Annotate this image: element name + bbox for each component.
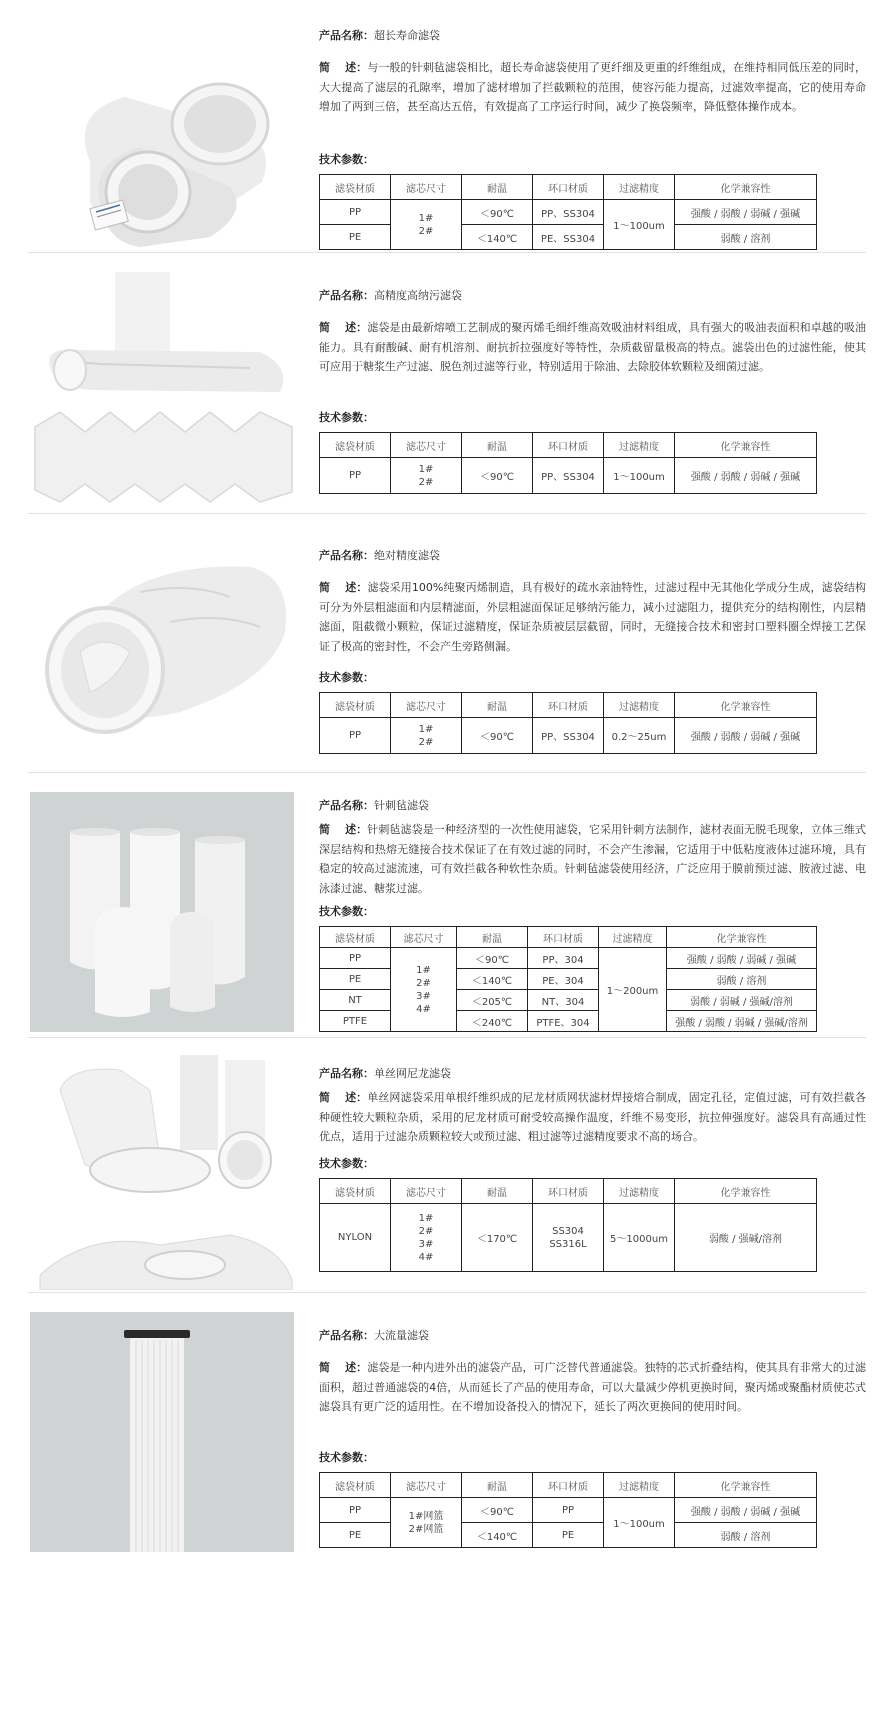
header-precision: 过滤精度	[604, 1473, 675, 1498]
cell-ring: PE、304	[528, 969, 599, 990]
header-chem: 化学兼容性	[675, 693, 817, 718]
header-precision: 过滤精度	[604, 433, 675, 458]
size-value: 1#	[418, 212, 434, 224]
header-chem: 化学兼容性	[667, 927, 817, 948]
product-name	[319, 548, 866, 564]
cell-chem: 弱酸 / 溶剂	[675, 1523, 817, 1548]
header-chem: 化学兼容性	[675, 1473, 817, 1498]
header-precision: 过滤精度	[604, 693, 675, 718]
name-label: 产品名称：	[319, 549, 374, 562]
cell-size	[391, 1204, 462, 1272]
size-value: 3#	[418, 1238, 434, 1250]
cell-temp: ＜240℃	[457, 1011, 528, 1032]
product-info	[319, 1066, 866, 1272]
cell-size	[391, 948, 457, 1032]
desc-label: 简 述：	[319, 1361, 368, 1374]
desc-text: 滤袋是由最新熔喷工艺制成的聚丙烯毛细纤维高效吸油材料组成，具有强大的吸油表面积和卓越的吸油能力。具有耐酸碱、耐有机溶剂、耐抗折拉强度好等特性，杂质截留量极高的特点。滤袋出色的过滤性能，使其可应用于糖浆生产过滤、脱色剂过滤等行业，特别适用于除油、去除胶体软颗粒及细菌过滤。	[319, 321, 866, 373]
product-info	[319, 548, 866, 754]
header-temp: 耐温	[462, 175, 533, 200]
product-info	[319, 288, 866, 494]
product-description	[319, 1088, 866, 1146]
size-value: 1#	[418, 463, 434, 475]
cell-temp: ＜140℃	[462, 225, 533, 250]
header-temp: 耐温	[462, 693, 533, 718]
cell-temp: ＜140℃	[462, 1523, 533, 1548]
cell-chem: 强酸 / 弱酸 / 弱碱 / 强碱	[675, 1498, 817, 1523]
cell-size	[391, 200, 462, 250]
product-image-needle-felt-bag	[30, 792, 294, 1032]
cell-material: PP	[320, 458, 391, 494]
divider	[28, 1037, 866, 1038]
product-image-nylon-mesh-bag	[30, 1050, 294, 1290]
product-image-meltblown-bag	[30, 272, 294, 507]
header-ring: 环口材质	[533, 1179, 604, 1204]
product-name-value: 绝对精度滤袋	[374, 549, 440, 562]
params-title: 技术参数：	[319, 1451, 374, 1464]
name-label: 产品名称：	[319, 289, 374, 302]
desc-label: 简 述：	[319, 1091, 368, 1104]
header-precision: 过滤精度	[604, 175, 675, 200]
cell-ring: PP	[533, 1498, 604, 1523]
size-value: 3#	[416, 990, 431, 1002]
size-value: 1#网篮	[408, 1510, 444, 1522]
header-chem: 化学兼容性	[675, 433, 817, 458]
spec-table	[319, 692, 817, 754]
cell-material: PE	[320, 969, 391, 990]
header-size: 滤芯尺寸	[391, 927, 457, 948]
header-size: 滤芯尺寸	[391, 693, 462, 718]
size-value: 2#	[418, 476, 434, 488]
cell-material: PE	[320, 1523, 391, 1548]
desc-text: 针刺毡滤袋是一种经济型的一次性使用滤袋，它采用针刺方法制作，滤材表面无脱毛现象，立体三维式深层结构和热熔无缝接合技术保证了在有效过滤的同时，不会产生渗漏，它适用于中低粘度液体过滤环境，具有稳定的较高过滤流速，可有效拦截各种软性杂质。针刺毡滤袋使用经济，广泛应用于膜前预过滤、胺液过滤、电泳漆过滤、糖浆过滤。	[319, 823, 866, 895]
cell-size	[391, 458, 462, 494]
cell-material: PP	[320, 948, 391, 969]
header-material: 滤袋材质	[320, 1179, 391, 1204]
product-name-value: 单丝网尼龙滤袋	[374, 1067, 451, 1080]
cell-ring: PP、SS304	[533, 458, 604, 494]
size-value: 1#	[418, 723, 434, 735]
cell-precision: 1～100um	[604, 200, 675, 250]
name-label: 产品名称：	[319, 1067, 374, 1080]
product-description	[319, 318, 866, 396]
cell-chem: 强酸 / 弱酸 / 弱碱 / 强碱	[675, 200, 817, 225]
header-size: 滤芯尺寸	[391, 175, 462, 200]
size-value: 2#	[418, 225, 434, 237]
cell-precision: 0.2～25um	[604, 718, 675, 754]
cell-material: PP	[320, 200, 391, 225]
header-material: 滤袋材质	[320, 927, 391, 948]
product-image-absolute-bag	[30, 552, 294, 752]
header-size: 滤芯尺寸	[391, 433, 462, 458]
params-title: 技术参数：	[319, 1157, 374, 1170]
header-precision: 过滤精度	[599, 927, 667, 948]
product-name	[319, 798, 866, 814]
cell-material: PP	[320, 1498, 391, 1523]
cell-ring: PP、SS304	[533, 200, 604, 225]
product-description	[319, 820, 866, 898]
spec-table	[319, 1178, 817, 1272]
header-size: 滤芯尺寸	[391, 1179, 462, 1204]
product-image-filter-bag	[30, 52, 294, 252]
cell-precision: 5～1000um	[604, 1204, 675, 1272]
cell-precision: 1～100um	[604, 1498, 675, 1548]
params-title: 技术参数：	[319, 671, 374, 684]
header-material: 滤袋材质	[320, 693, 391, 718]
product-name	[319, 288, 866, 304]
cell-chem: 弱酸 / 溶剂	[675, 225, 817, 250]
cell-ring: PTFE、304	[528, 1011, 599, 1032]
header-ring: 环口材质	[533, 433, 604, 458]
header-material: 滤袋材质	[320, 175, 391, 200]
cell-material: PE	[320, 225, 391, 250]
header-temp: 耐温	[457, 927, 528, 948]
cell-precision: 1～100um	[604, 458, 675, 494]
product-card	[28, 272, 866, 512]
size-value: 1#	[416, 964, 431, 976]
header-material: 滤袋材质	[320, 1473, 391, 1498]
product-image-high-flow-bag	[30, 1312, 294, 1552]
product-info	[319, 1328, 866, 1548]
size-value: 4#	[418, 1251, 434, 1263]
cell-ring: PE、SS304	[533, 225, 604, 250]
divider	[28, 513, 866, 514]
params-title: 技术参数：	[319, 153, 374, 166]
cell-material: NYLON	[320, 1204, 391, 1272]
cell-temp: ＜90℃	[457, 948, 528, 969]
product-name	[319, 1066, 866, 1082]
cell-chem: 强酸 / 弱酸 / 弱碱 / 强碱	[675, 458, 817, 494]
product-card	[28, 1050, 866, 1290]
cell-material: PTFE	[320, 1011, 391, 1032]
size-value: 2#	[418, 1225, 434, 1237]
cell-temp: ＜170℃	[462, 1204, 533, 1272]
desc-label: 简 述：	[319, 321, 368, 334]
product-description	[319, 58, 866, 136]
header-ring: 环口材质	[533, 175, 604, 200]
name-label: 产品名称：	[319, 1329, 374, 1342]
header-ring: 环口材质	[533, 693, 604, 718]
divider	[28, 1292, 866, 1293]
size-value: 1#	[418, 1212, 434, 1224]
cell-material: PP	[320, 718, 391, 754]
cell-temp: ＜90℃	[462, 458, 533, 494]
header-chem: 化学兼容性	[675, 1179, 817, 1204]
size-value: 2#	[416, 977, 431, 989]
desc-text: 滤袋是一种内进外出的滤袋产品，可广泛替代普通滤袋。独特的芯式折叠结构，使其具有非常大的过滤面积，超过普通滤袋的4倍，从而延长了产品的使用寿命，可以大量减少停机更换时间，聚丙烯或聚酯材质使芯式滤袋具有更广泛的适用性。在不增加设备投入的情况下，延长了两次更换间的使用时间。	[319, 1361, 866, 1413]
desc-text: 单丝网滤袋采用单根纤维织成的尼龙材质网状滤材焊接熔合制成，固定孔径，定值过滤，可有效拦截各种硬性较大颗粒杂质，采用的尼龙材质可耐受较高操作温度，纤维不易变形，抗拉伸强度好。滤袋具有高通过性优点，适用于过滤杂质颗粒较大或预过滤、粗过滤等过滤精度要求不高的场合。	[319, 1091, 866, 1143]
name-label: 产品名称：	[319, 799, 374, 812]
cell-chem: 弱酸 / 弱碱 / 强碱/溶剂	[667, 990, 817, 1011]
cell-chem: 强酸 / 弱酸 / 弱碱 / 强碱	[675, 718, 817, 754]
params-title: 技术参数：	[319, 411, 374, 424]
cell-material: NT	[320, 990, 391, 1011]
product-card	[28, 532, 866, 772]
cell-temp: ＜90℃	[462, 718, 533, 754]
product-card	[28, 792, 866, 1037]
desc-text: 滤袋采用100%纯聚丙烯制造，具有极好的疏水亲油特性，过滤过程中无其他化学成分生成，滤袋结构可分为外层粗滤面和内层精滤面，外层粗滤面保证足够纳污能力，减小过滤阻力，提供充分的结构刚性，内层精滤面，阻截微小颗粒，保证过滤精度，保证杂质被层层截留，同时，无缝接合技术和密封口塑料圈全焊接工艺保证了极高的密封性，不会产生旁路侧漏。	[319, 581, 866, 653]
size-value: 4#	[416, 1003, 431, 1015]
product-description	[319, 578, 866, 656]
ring-value: SS316L	[549, 1238, 587, 1250]
cell-ring	[533, 1204, 604, 1272]
header-temp: 耐温	[462, 1179, 533, 1204]
product-info	[319, 798, 866, 1032]
divider	[28, 772, 866, 773]
cell-ring: PP、304	[528, 948, 599, 969]
product-name-value: 针刺毡滤袋	[374, 799, 429, 812]
cell-chem: 强酸 / 弱酸 / 弱碱 / 强碱	[667, 948, 817, 969]
cell-size	[391, 718, 462, 754]
header-temp: 耐温	[462, 433, 533, 458]
cell-chem: 强酸 / 弱酸 / 弱碱 / 强碱/溶剂	[667, 1011, 817, 1032]
product-card	[28, 1312, 866, 1557]
name-label: 产品名称：	[319, 29, 374, 42]
cell-temp: ＜140℃	[457, 969, 528, 990]
cell-size	[391, 1498, 462, 1548]
header-ring: 环口材质	[528, 927, 599, 948]
product-name	[319, 28, 866, 44]
header-size: 滤芯尺寸	[391, 1473, 462, 1498]
product-name-value: 超长寿命滤袋	[374, 29, 440, 42]
header-chem: 化学兼容性	[675, 175, 817, 200]
cell-chem: 弱酸 / 强碱/溶剂	[675, 1204, 817, 1272]
spec-table	[319, 1472, 817, 1548]
cell-ring: PE	[533, 1523, 604, 1548]
params-title: 技术参数：	[319, 905, 374, 918]
cell-chem: 弱酸 / 溶剂	[667, 969, 817, 990]
cell-precision: 1～200um	[599, 948, 667, 1032]
desc-label: 简 述：	[319, 61, 368, 74]
header-ring: 环口材质	[533, 1473, 604, 1498]
cell-temp: ＜90℃	[462, 200, 533, 225]
cell-ring: NT、304	[528, 990, 599, 1011]
cell-ring: PP、SS304	[533, 718, 604, 754]
header-temp: 耐温	[462, 1473, 533, 1498]
desc-label: 简 述：	[319, 581, 368, 594]
desc-text: 与一般的针刺毡滤袋相比，超长寿命滤袋使用了更纤细及更重的纤维组成，在维持相同低压差的同时，大大提高了滤层的孔隙率，增加了滤材增加了拦截颗粒的范围，使容污能力提高，过滤效率提高，它的使用寿命增加了两到三倍，甚至高达五倍，有效提高了工序运行时间，减少了换袋频率，降低整体操作成本。	[319, 61, 866, 113]
header-precision: 过滤精度	[604, 1179, 675, 1204]
header-material: 滤袋材质	[320, 433, 391, 458]
size-value: 2#网篮	[408, 1523, 444, 1535]
spec-table	[319, 432, 817, 494]
ring-value: SS304	[552, 1225, 584, 1237]
divider	[28, 252, 866, 253]
product-info	[319, 28, 866, 250]
cell-temp: ＜90℃	[462, 1498, 533, 1523]
cell-temp: ＜205℃	[457, 990, 528, 1011]
spec-table	[319, 926, 817, 1032]
desc-label: 简 述：	[319, 823, 368, 836]
spec-table	[319, 174, 817, 250]
product-description	[319, 1358, 866, 1436]
product-name-value: 高精度高纳污滤袋	[374, 289, 462, 302]
product-name-value: 大流量滤袋	[374, 1329, 429, 1342]
product-card	[28, 22, 866, 252]
product-name	[319, 1328, 866, 1344]
size-value: 2#	[418, 736, 434, 748]
